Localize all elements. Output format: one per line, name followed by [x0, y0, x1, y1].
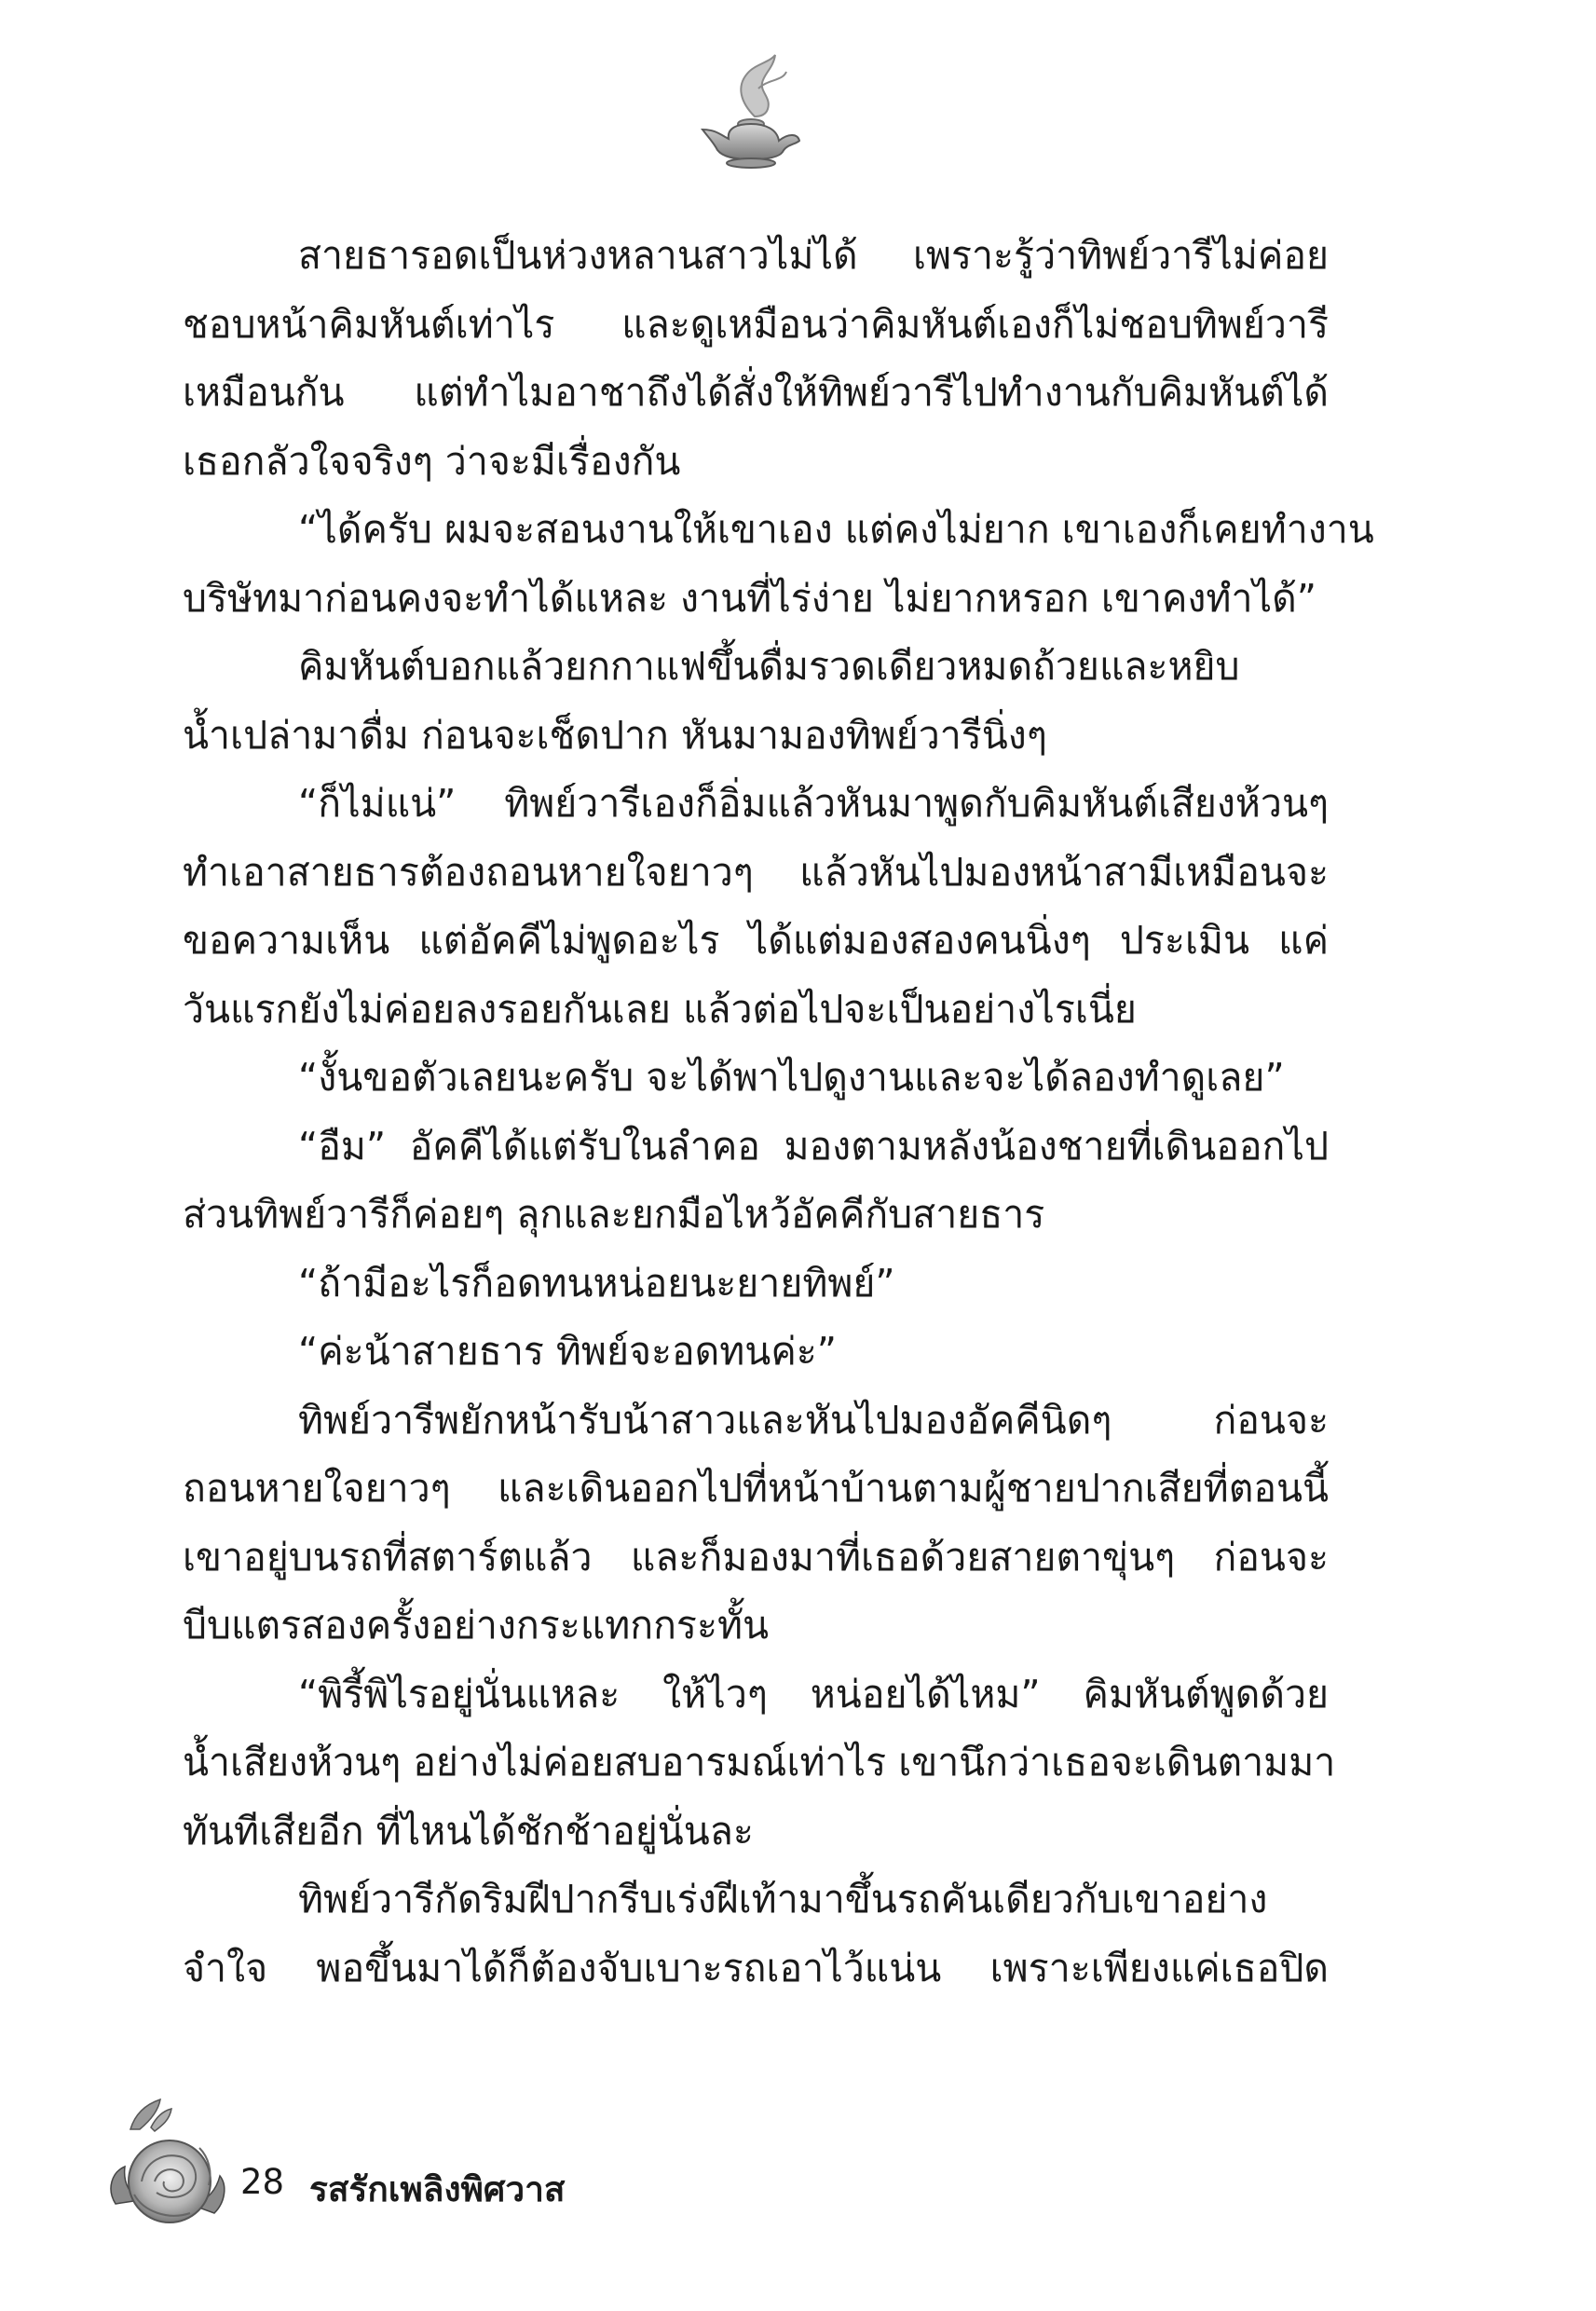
text-line: ทิพย์วารีพยักหน้ารับน้าสาวและหันไปมองอัคคีนิดๆ ก่อนจะ: [298, 1397, 1329, 1443]
text-line: สายธารอดเป็นห่วงหลานสาวไม่ได้ เพราะรู้ว่าทิพย์วารีไม่ค่อย: [298, 233, 1329, 278]
text-line: วันแรกยังไม่ค่อยลงรอยกันเลย แล้วต่อไปจะเป็นอย่างไรเนี่ย: [183, 986, 1137, 1032]
text-line: เขาอยู่บนรถที่สตาร์ตแล้ว และก็มองมาที่เธอด้วยสายตาขุ่นๆ ก่อนจะ: [183, 1534, 1329, 1579]
text-line: “ถ้ามีอะไรก็อดทนหน่อยนะยายทิพย์”: [298, 1260, 895, 1306]
text-line: น้ำเสียงห้วนๆ อย่างไม่ค่อยสบอารมณ์เท่าไร เขานึกว่าเธอจะเดินตามมา: [183, 1740, 1336, 1785]
text-line: “ค่ะน้าสายธาร ทิพย์จะอดทนค่ะ”: [298, 1329, 838, 1374]
text-line: ขอความเห็น แต่อัคคีไม่พูดอะไร ได้แต่มองสองคนนิ่งๆ ประเมิน แค่: [183, 918, 1329, 963]
genie-lamp-icon: [689, 51, 811, 172]
page-number: 28: [240, 2162, 285, 2202]
text-line: “ก็ไม่แน่” ทิพย์วารีเองก็อิ่มแล้วหันมาพูดกับคิมหันต์เสียงห้วนๆ: [298, 781, 1329, 826]
body-text: [183, 222, 1374, 2003]
page-footer: [102, 2092, 755, 2232]
text-line: เธอกลัวใจจริงๆ ว่าจะมีเรื่องกัน: [183, 438, 681, 484]
text-line: ทำเอาสายธารต้องถอนหายใจยาวๆ แล้วหันไปมองหน้าสามีเหมือนจะ: [183, 849, 1329, 895]
text-line: บริษัทมาก่อนคงจะทำได้แหละ งานที่ไร่ง่าย ไม่ยากหรอก เขาคงทำได้”: [183, 575, 1316, 621]
text-line: “พิรี้พิไรอยู่นั่นแหละ ให้ไวๆ หน่อยได้ไหม” คิมหันต์พูดด้วย: [298, 1671, 1329, 1716]
text-line: “งั้นขอตัวเลยนะครับ จะได้พาไปดูงานและจะได้ลองทำดูเลย”: [298, 1055, 1285, 1100]
text-line: บีบแตรสองครั้งอย่างกระแทกกระทั้น: [183, 1603, 770, 1648]
text-line: เหมือนกัน แต่ทำไมอาชาถึงได้สั่งให้ทิพย์วารีไปทำงานกับคิมหันต์ได้: [183, 370, 1329, 415]
text-line: ถอนหายใจยาวๆ และเดินออกไปที่หน้าบ้านตามผู้ชายปากเสียที่ตอนนี้: [183, 1466, 1329, 1511]
text-line: “ได้ครับ ผมจะสอนงานให้เขาเอง แต่คงไม่ยาก เขาเองก็เคยทำงาน: [298, 507, 1374, 552]
rose-icon: [102, 2092, 242, 2232]
text-line: ส่วนทิพย์วารีก็ค่อยๆ ลุกและยกมือไหว้อัคคีกับสายธาร: [183, 1192, 1045, 1237]
book-title: รสรักเพลิงพิศวาส: [309, 2169, 566, 2209]
text-line: “อืม” อัคคีได้แต่รับในลำคอ มองตามหลังน้องชายที่เดินออกไป: [298, 1123, 1329, 1169]
text-line: จำใจ พอขึ้นมาได้ก็ต้องจับเบาะรถเอาไว้แน่น เพราะเพียงแค่เธอปิด: [183, 1945, 1329, 1990]
text-line: ชอบหน้าคิมหันต์เท่าไร และดูเหมือนว่าคิมหันต์เองก็ไม่ชอบทิพย์วารี: [183, 301, 1329, 347]
text-line: คิมหันต์บอกแล้วยกกาแฟขึ้นดื่มรวดเดียวหมดถ้วยและหยิบ: [298, 644, 1240, 689]
text-line: ทันทีเสียอีก ที่ไหนได้ชักช้าอยู่นั่นละ: [183, 1808, 754, 1853]
text-line: ทิพย์วารีกัดริมฝีปากรีบเร่งฝีเท้ามาขึ้นรถคันเดียวกับเขาอย่าง: [298, 1877, 1268, 1921]
text-line: น้ำเปล่ามาดื่ม ก่อนจะเช็ดปาก หันมามองทิพย์วารีนิ่งๆ: [183, 712, 1047, 758]
